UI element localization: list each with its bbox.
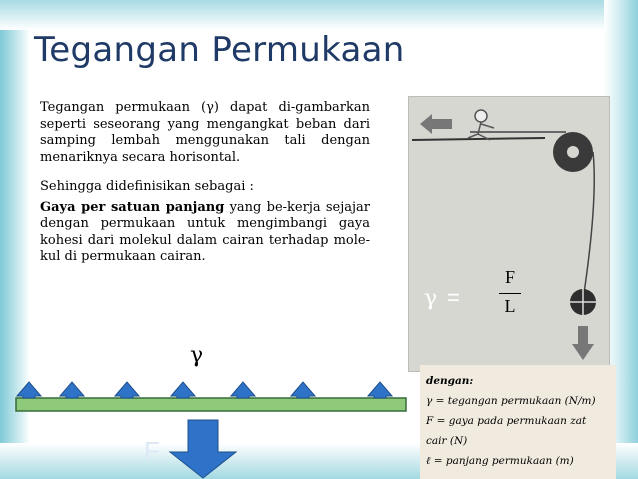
definition-bold: Gaya per satuan panjang: [40, 199, 225, 215]
arrow-up-icon-4: [171, 382, 195, 398]
legend-line-length: ℓ = panjang permukaan (m): [426, 455, 574, 467]
slide-title: Tegangan Permukaan: [34, 30, 405, 70]
definition-rest: yang be-kerja sejajar dengan permukaan untuk mengimbangi gaya kohesi dari molekul dalam cairan terhadap mole-kul di permukaan cairan.: [40, 199, 370, 264]
arrow-up-icon-5: [231, 382, 255, 398]
formula-fraction: [497, 267, 523, 317]
formula-equals: =: [447, 285, 461, 310]
legend-line-gamma: γ = tegangan permukaan (N/m): [426, 395, 596, 407]
formula-denominator: L: [504, 296, 516, 316]
legend-line-force: F = gaya pada permukaan zat cair (N): [426, 415, 587, 447]
arrow-down-icon: [572, 326, 594, 360]
weight-icon: [570, 289, 596, 315]
arrow-up-icon-1: [17, 382, 41, 398]
legend-box: [420, 365, 616, 479]
formula-numerator: F: [504, 267, 515, 287]
arrow-up-icon-3: [115, 382, 139, 398]
paragraph-intro: Tegangan permukaan (γ) dapat di-gambarkan seperti seseorang yang mengangkat beban dari samping lembah menggunakan tali dengan menariknya secara horisontal.: [40, 100, 370, 165]
person-icon: [468, 110, 494, 140]
fraction-bar: [499, 293, 521, 294]
diagram-gamma-label: γ: [190, 343, 204, 368]
formula-gamma-eq: [424, 285, 460, 311]
formula-gamma: γ: [424, 286, 438, 311]
pulley-icon: [553, 132, 593, 172]
diagram-force-label: F: [144, 436, 160, 466]
surface-bar: [16, 398, 406, 411]
arrow-up-icon-2: [60, 382, 84, 398]
force-down-arrow-icon: [170, 420, 236, 478]
legend-heading: dengan:: [426, 375, 474, 387]
arrow-up-icon-6: [291, 382, 315, 398]
paragraph-definition-lead: Sehingga didefinisikan sebagai :: [40, 179, 254, 194]
arrow-left-icon: [420, 114, 452, 134]
arrow-up-icon-7: [368, 382, 392, 398]
